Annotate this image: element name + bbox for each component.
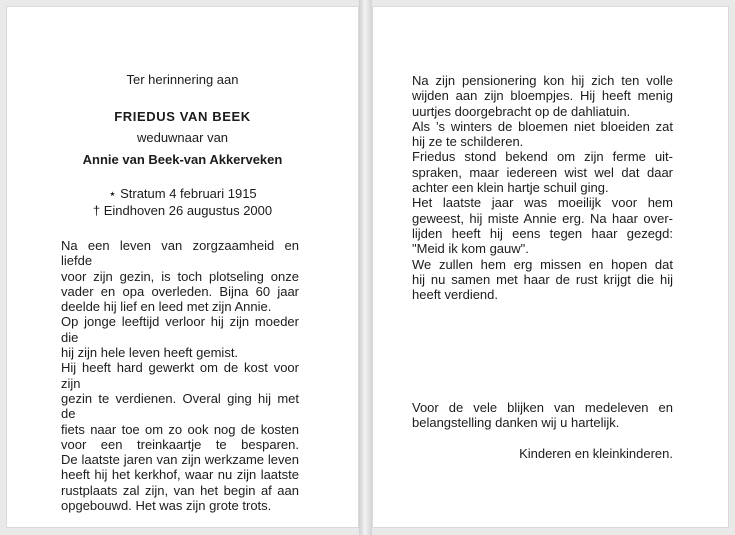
left-body_lines-line: hij zijn hele leven heeft gemist. (61, 345, 239, 361)
thanks-text (412, 400, 673, 431)
deceased-name: FRIEDUS VAN BEEK (114, 109, 251, 124)
left-body_lines-line: Op jonge leeftijd verloor hij zijn moeder die (61, 314, 299, 345)
right-body_lines-line: uurtjes doorgebracht op de dahliatuin. (412, 103, 631, 119)
left-body_lines-line: vader en opa overleden. Bijna 60 jaar (61, 283, 299, 299)
left-body_lines-line: Na een leven van zorgzaamheid en liefde (61, 238, 299, 269)
left-body_lines-line: heeft hij het kerkhof, waar nu zijn laatste (61, 467, 299, 483)
right-body_lines-line: "Meid ik kom gauw". (412, 241, 529, 257)
right-body_lines-line: lijden heeft hij eens tegen haar gezegd: (412, 225, 673, 241)
right-body_lines-line: Het laatste jaar was moeilijk voor hem (412, 195, 673, 211)
right-body_lines-line: achter een klein hartje schuil ging. (412, 180, 609, 196)
right-body_lines-line: heeft verdiend. (412, 287, 499, 303)
left-body_lines-line: opgebouwd. Het was zijn grote trots. (61, 498, 272, 514)
left-body_lines-line: voor zijn gezin, is toch plotseling onze (61, 268, 299, 284)
right-thanks_lines-line: Voor de vele blijken van medeleven en (412, 400, 673, 415)
left-body_lines-line: deelde hij lief en leed met zijn Annie. (61, 299, 272, 315)
left-body_lines-line: Hij heeft hard gewerkt om de kost voor zijn (61, 360, 299, 391)
left-body_lines-line: gezin te verdienen. Overal ging hij met de (61, 390, 299, 422)
left-page (6, 6, 359, 528)
right-body_lines-line: wijden aan zijn bloempjes. Hij heeft menig (412, 88, 673, 104)
right-body_lines-line: Na zijn pensionering kon hij zich ten volle (412, 73, 673, 88)
left-body_lines-line: fiets naar toe om zo ook nog de kosten (61, 421, 299, 437)
right-body_lines-line: Friedus stond bekend om zijn ferme uit- (412, 149, 673, 165)
right-body-text (412, 73, 673, 302)
signature: Kinderen en kleinkinderen. (519, 446, 673, 461)
right-body_lines-line: spraken, maar iedereen wist wel dat daar (412, 164, 673, 180)
birth-line: ⋆ Stratum 4 februari 1915 (108, 186, 257, 201)
right-body_lines-line: Als ’s winters de bloemen niet bloeiden zat (412, 118, 673, 134)
right-body_lines-line: hij ze te schilderen. (412, 134, 524, 150)
left-body_lines-line: rustplaats zal zijn, van het begin af aan (61, 482, 299, 498)
right-body_lines-line: geweest, hij miste Annie erg. Na haar over- (412, 210, 673, 226)
relation-text: weduwnaar van (136, 130, 229, 145)
spouse-name: Annie van Beek-van Akkerveken (82, 152, 283, 167)
left-body_lines-line: De laatste jaren van zijn werkzame leven (61, 452, 299, 468)
header-text: Ter herinnering aan (126, 72, 239, 87)
left-body-text (61, 238, 299, 513)
left-body_lines-line: voor een treinkaartje te besparen. (61, 436, 299, 452)
right-page (372, 6, 729, 528)
right-body_lines-line: hij nu samen met haar de rust krijgt die hij (412, 271, 673, 287)
right-thanks_lines-line: belangstelling danken wij u hartelijk. (412, 415, 620, 431)
death-line: † Eindhoven 26 augustus 2000 (92, 203, 273, 218)
right-body_lines-line: We zullen hem erg missen en hopen dat (412, 256, 673, 272)
card-fold (359, 0, 372, 535)
